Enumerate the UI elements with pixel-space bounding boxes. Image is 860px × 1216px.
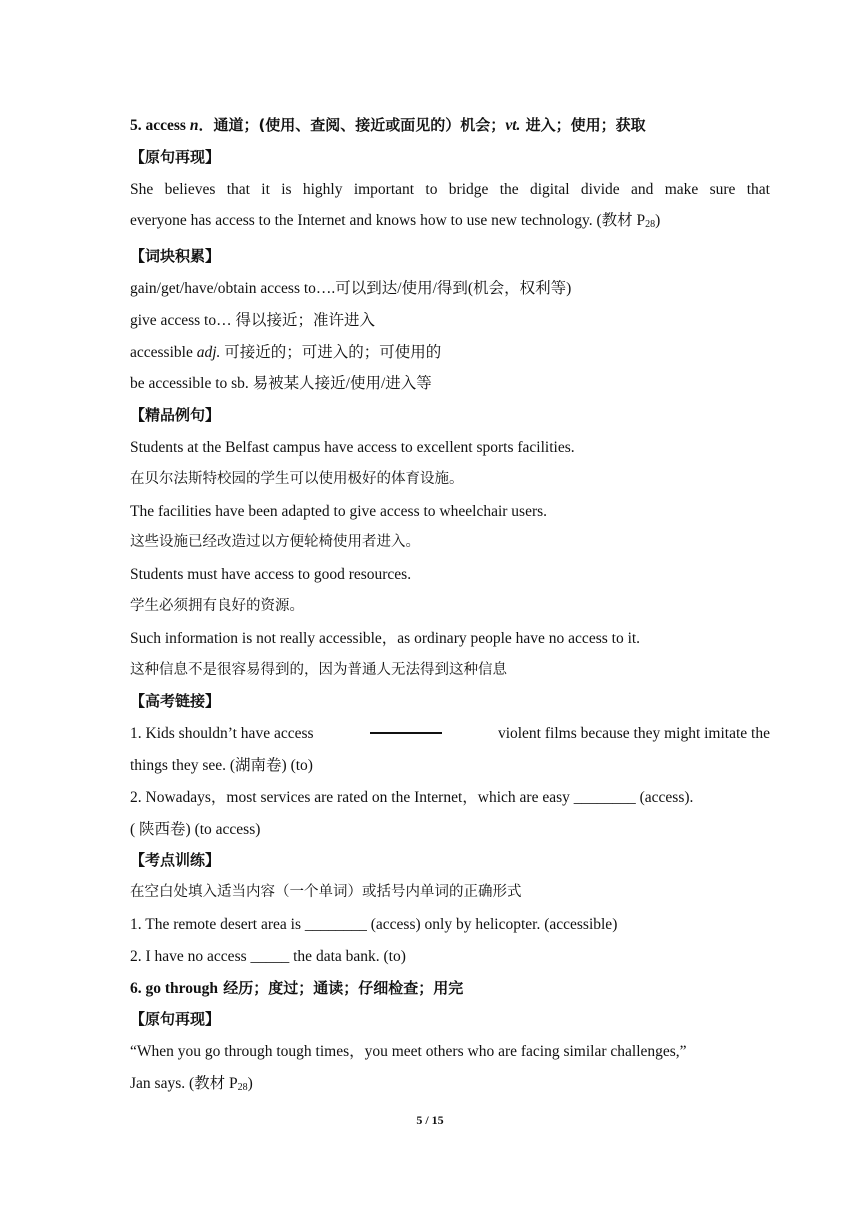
practice-question-2: 2. I have no access _____ the data bank. (to) [130, 947, 406, 965]
section-heading-original: 【原句再现】 [130, 147, 221, 166]
exam-question-2-line2: ( 陕西卷) (to access) [130, 820, 261, 838]
original-sentence-line2: everyone has access to the Internet and knows how to use new technology. (教材 $P_{28}$) [130, 212, 661, 231]
section-heading-original-2: 【原句再现】 [130, 1010, 221, 1029]
vocab-entry-access [130, 110, 770, 142]
phrase-line: accessible adj. 可接近的；可进入的；可使用的 [130, 343, 442, 361]
entry-meaning-vt: 进入；使用；获取 [520, 116, 646, 134]
example-cn: 这种信息不是很容易得到的，因为普通人无法得到这种信息 [130, 661, 507, 678]
phrase-line: gain/get/have/obtain access to….可以到达/使用/得到(机会，权利等) [130, 279, 572, 297]
practice-instruction: 在空白处填入适当内容（一个单词）或括号内单词的正确形式 [130, 884, 522, 901]
page-number: 5 / 15 [416, 1113, 444, 1127]
phrase-line: give access to… 得以接近；准许进入 [130, 311, 375, 329]
original-sentence-2-line1: “When you go through tough times，you meet others who are facing similar challenges,” [130, 1043, 687, 1061]
example-en: The facilities have been adapted to give access to wheelchair users. [130, 502, 548, 520]
example-cn: 学生必须拥有良好的资源。 [130, 597, 304, 614]
phrase-line: be accessible to sb. 易被某人接近/使用/进入等 [130, 375, 432, 393]
example-en: Such information is not really accessible，as ordinary people have no access to it. [130, 629, 641, 647]
entry-meaning-n: ．通道；(使用、查阅、接近或面见的）机会； [198, 116, 506, 134]
original-sentence-line1: She believes that it is highly important to bridge the digital divide and make sure that [130, 180, 770, 198]
original-sentence-2-line2: Jan says. (教材 $P_{28}$) [130, 1074, 253, 1093]
answer-blank [370, 718, 442, 734]
entry-pos-n: n [189, 117, 199, 134]
entry-pos-vt: vt. [505, 117, 521, 134]
section-heading-exam-link: 【高考链接】 [130, 692, 221, 711]
example-cn: 这些设施已经改造过以方便轮椅使用者进入。 [130, 534, 420, 551]
exam-question-1-line1: 1. Kids shouldn’t have access violent films because they might imitate the [130, 718, 770, 750]
section-heading-phrases: 【词块积累】 [130, 247, 221, 266]
exam-question-1-line2: things they see. (湖南卷) (to) [130, 756, 313, 774]
example-cn: 在贝尔法斯特校园的学生可以使用极好的体育设施。 [130, 470, 464, 487]
example-en: Students must have access to good resources. [130, 566, 412, 584]
entry-word: 5. access [130, 117, 190, 134]
practice-question-1: 1. The remote desert area is ________ (access) only by helicopter. (accessible) [130, 915, 618, 933]
example-en: Students at the Belfast campus have access to excellent sports facilities. [130, 438, 575, 456]
document-body [130, 110, 770, 1104]
section-heading-practice: 【考点训练】 [130, 851, 221, 870]
vocab-entry-go-through: 6. go through 经历；度过；通读；仔细检查；用完 [130, 978, 464, 997]
section-heading-examples: 【精品例句】 [130, 406, 221, 425]
exam-question-2-line1: 2. Nowadays，most services are rated on the Internet，which are easy ________ (access). [130, 788, 694, 806]
